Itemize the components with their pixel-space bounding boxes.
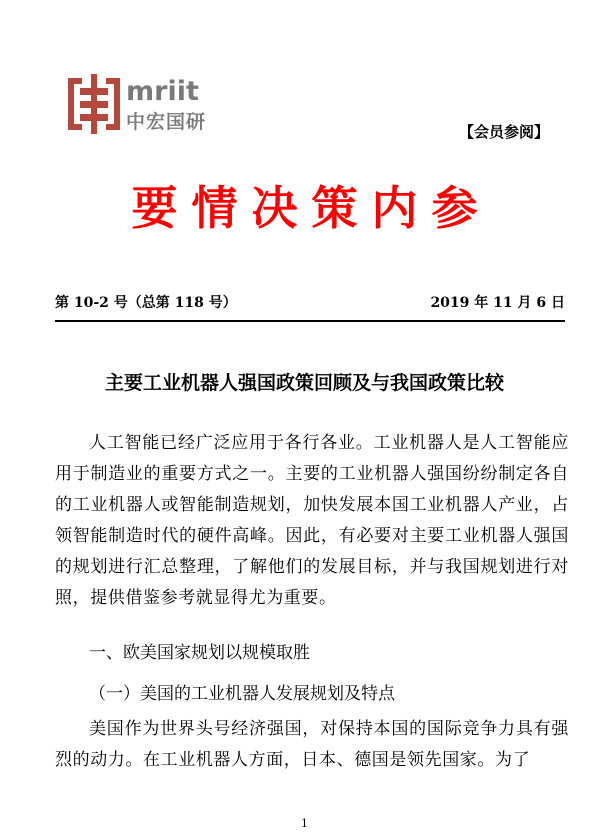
header-rule xyxy=(55,320,565,322)
page-number: 1 xyxy=(301,817,308,830)
mriit-logo xyxy=(66,74,216,134)
svg-text:mriit: mriit xyxy=(126,76,199,107)
body-paragraph: 美国作为世界头号经济强国，对保持本国的国际竞争力具有强烈的动力。在工业机器人方面，日本、德国是领先国家。为了 xyxy=(55,719,569,770)
masthead-title: 要情决策内参 xyxy=(131,181,492,235)
intro-paragraph: 人工智能已经广泛应用于各行各业。工业机器人是人工智能应用于制造业的重要方式之一。主要的工业机器人强国纷纷制定各自的工业机器人或智能制造规划，加快发展本国工业机器人产业，占领智能制造时代的硬件高峰。因此，有必要对主要工业机器人强国的规划进行汇总整理，了解他们的发展目标，并与我国规划进行对照，提供借鉴参考就显得尤为重要。 xyxy=(55,433,569,608)
issue-line xyxy=(55,292,565,312)
section-heading: 一、欧美国家规划以规模取胜 xyxy=(89,643,310,663)
subsection-heading: （一）美国的工业机器人发展规划及特点 xyxy=(89,684,395,704)
issue-number: 第 10-2 号（总第 118 号） xyxy=(55,295,237,311)
issue-date: 2019 年 11 月 6 日 xyxy=(430,295,565,311)
svg-text:中宏国研: 中宏国研 xyxy=(126,111,207,133)
member-tag: 【会员参阅】 xyxy=(458,123,549,141)
document-title: 主要工业机器人强国政策回顾及与我国政策比较 xyxy=(104,372,504,394)
logo-mark-icon xyxy=(66,74,216,134)
